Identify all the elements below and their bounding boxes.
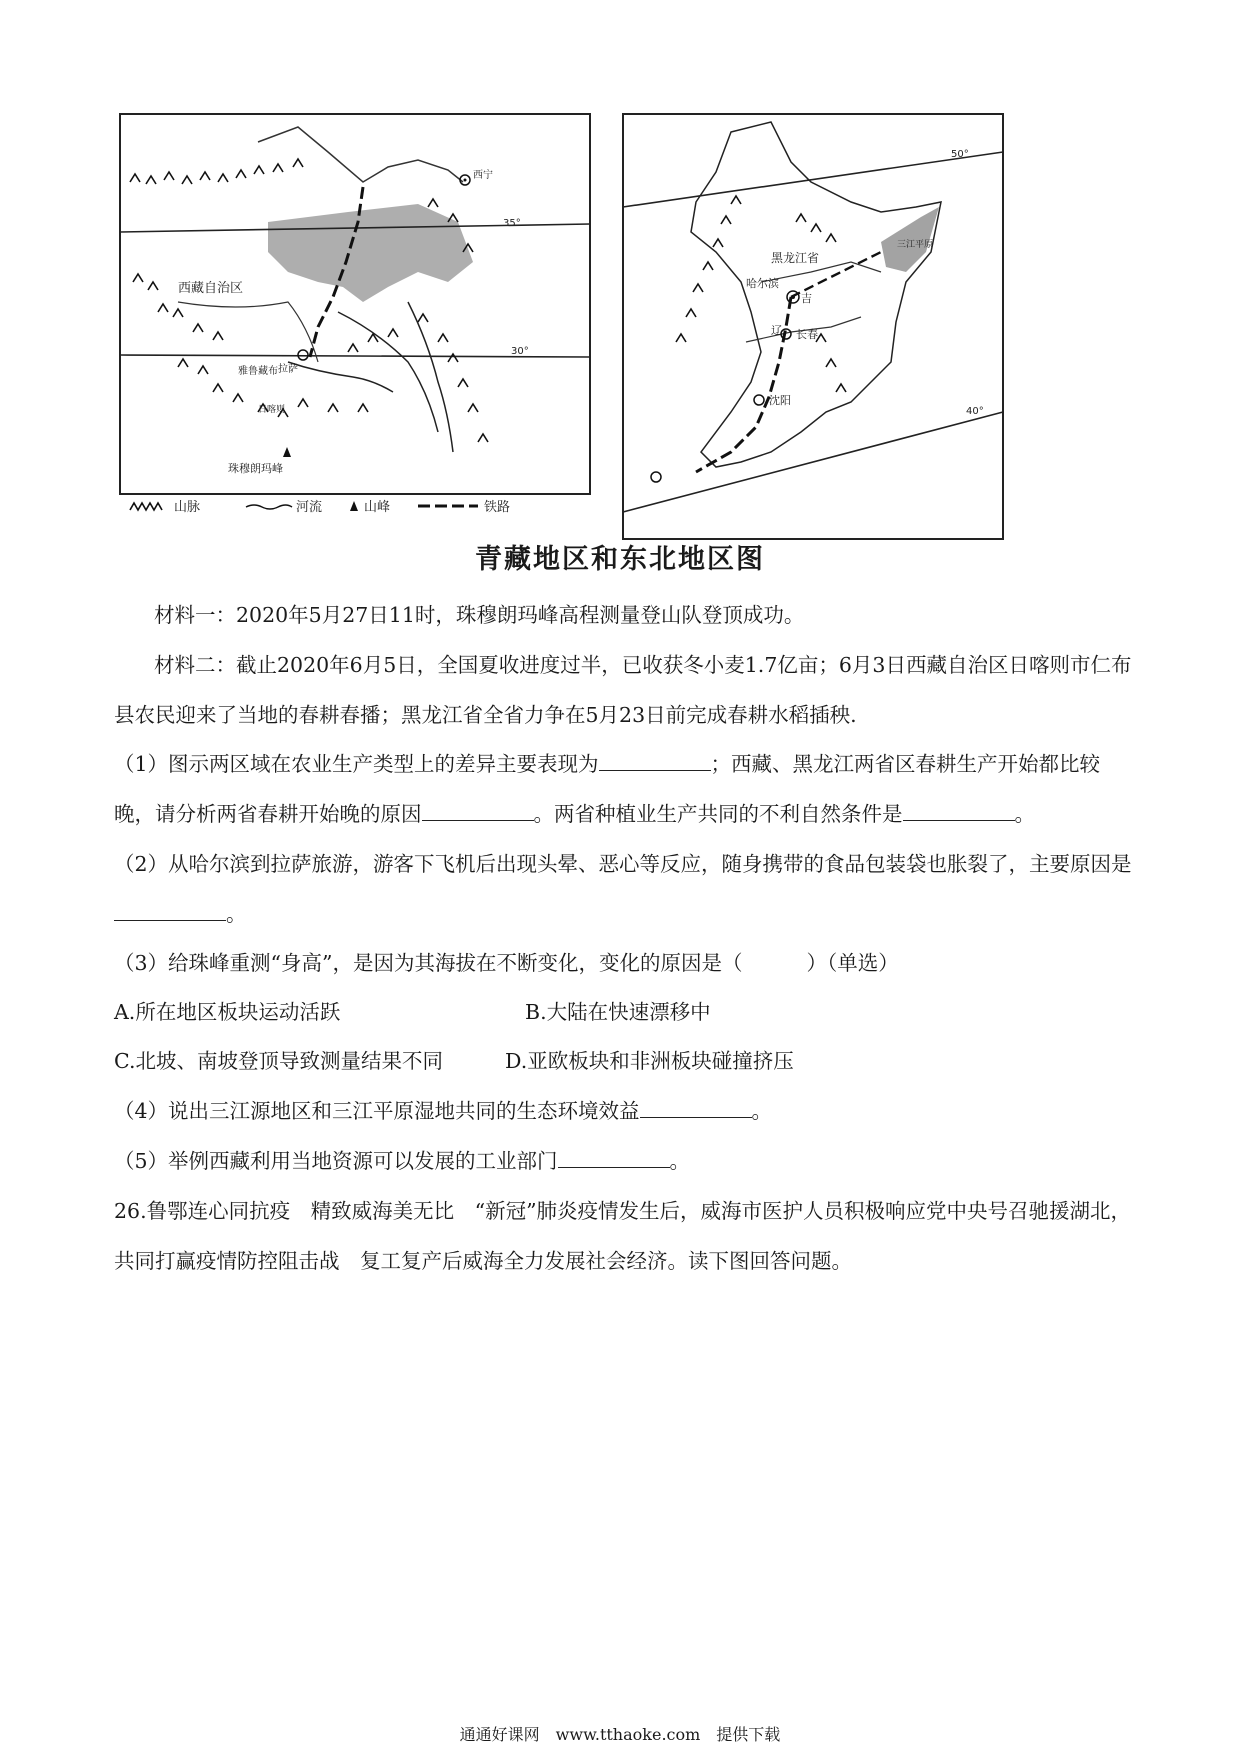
- option-b[interactable]: B.大陆在快速漂移中: [525, 1000, 711, 1024]
- map-label-jilin: 吉: [801, 292, 812, 305]
- map-label-region: 西藏自治区: [178, 281, 244, 296]
- question-1-part-b: ；西藏、黑龙江两省区春耕生产开始都比较晚，请分析两省春耕开始晚的原因: [114, 752, 1101, 826]
- map-label-lat30: 30°: [511, 346, 529, 357]
- question-5-part-a: （5）举例西藏利用当地资源可以发展的工业部门: [114, 1149, 558, 1173]
- question-1-part-d: 。: [1014, 802, 1035, 826]
- answer-blank-1a[interactable]: [599, 752, 711, 771]
- map-legend: [130, 499, 510, 515]
- map-label-changchun: 长春: [796, 328, 818, 341]
- question-26: 26.鲁鄂连心同抗疫 精致威海美无比 “新冠”肺炎疫情发生后，威海市医护人员积极响应党中央号召驰援湖北，共同打赢疫情防控阻击战 复工复产后威海全力发展社会经济。读下图回答问题。: [114, 1199, 1132, 1273]
- question-3-stem-b: ）（单选）: [806, 951, 899, 975]
- question-3: [114, 938, 1134, 988]
- option-a[interactable]: A.所在地区板块运动活跃: [114, 1000, 341, 1024]
- question-1-part-a: （1）图示两区域在农业生产类型上的差异主要表现为: [114, 752, 599, 776]
- maps-figure: [118, 112, 1018, 552]
- question-2: [114, 839, 1134, 939]
- map-label-shenyang: 沈阳: [769, 394, 791, 407]
- question-1: [114, 739, 1134, 839]
- map-label-lhasa: 拉萨: [278, 364, 298, 375]
- map-label-lat50: 50°: [951, 149, 969, 160]
- map-label-peak: 珠穆朗玛峰: [228, 462, 283, 475]
- page-footer: 通通好课网 www.tthaoke.com 提供下载: [459, 1725, 781, 1744]
- answer-blank-1c[interactable]: [903, 802, 1015, 821]
- map-label-liao: 辽: [771, 324, 782, 337]
- answer-blank-4[interactable]: [640, 1099, 752, 1118]
- legend-peak: 山峰: [364, 500, 391, 515]
- map-label-lat35: 35°: [503, 218, 521, 229]
- answer-blank-2[interactable]: [114, 902, 226, 921]
- option-d[interactable]: D.亚欧板块和非洲板块碰撞挤压: [505, 1049, 794, 1073]
- question-4-part-b: 。: [751, 1099, 773, 1123]
- legend-railway: 铁路: [484, 500, 511, 515]
- legend-river: 河流: [296, 500, 323, 515]
- question-4-part-a: （4）说出三江源地区和三江平原湿地共同的生态环境效益: [114, 1099, 640, 1123]
- question-5-part-b: 。: [669, 1149, 691, 1173]
- answer-blank-1b[interactable]: [422, 802, 534, 821]
- question-1-part-c: 。两省种植业生产共同的不利自然条件是: [533, 802, 903, 826]
- question-4: [114, 1086, 1134, 1136]
- question-2-part-a: （2）从哈尔滨到拉萨旅游，游客下飞机后出现头晕、恶心等反应，随身携带的食品包装袋也胀裂了，主要原因是: [114, 852, 1132, 876]
- map-title: 青藏地区和东北地区图: [475, 544, 765, 575]
- map-label-harbin: 哈尔滨: [746, 277, 779, 290]
- question-3-stem-a: （3）给珠峰重测“身高”，是因为其海拔在不断变化，变化的原因是（: [114, 951, 743, 975]
- answer-blank-5[interactable]: [558, 1149, 670, 1168]
- map-label-yarlung: 雅鲁藏布: [238, 366, 278, 377]
- option-c[interactable]: C.北坡、南坡登顶导致测量结果不同: [114, 1049, 443, 1073]
- map-label-heilongjiang: 黑龙江省: [771, 251, 820, 265]
- map-label-rikaze: 日喀则: [258, 405, 286, 415]
- map-label-xining: 西宁: [473, 170, 493, 181]
- material-one: 材料一：2020年5月27日11时，珠穆朗玛峰高程测量登山队登顶成功。: [154, 603, 805, 627]
- right-map: [623, 114, 1003, 539]
- question-2-part-b: 。: [226, 902, 247, 926]
- question-5: [114, 1136, 1134, 1186]
- legend-mountain: 山脉: [174, 500, 201, 515]
- map-label-sanjiang: 三江平原: [897, 240, 934, 250]
- map-label-lat40: 40°: [966, 406, 984, 417]
- left-map: [120, 114, 590, 494]
- material-two: 材料二：截止2020年6月5日，全国夏收进度过半，已收获冬小麦1.7亿亩；6月3日西藏自治区日喀则市仁布县农民迎来了当地的春耕春播；黑龙江省全省力争在5月23日前完成春耕水稻插秧.: [114, 653, 1132, 727]
